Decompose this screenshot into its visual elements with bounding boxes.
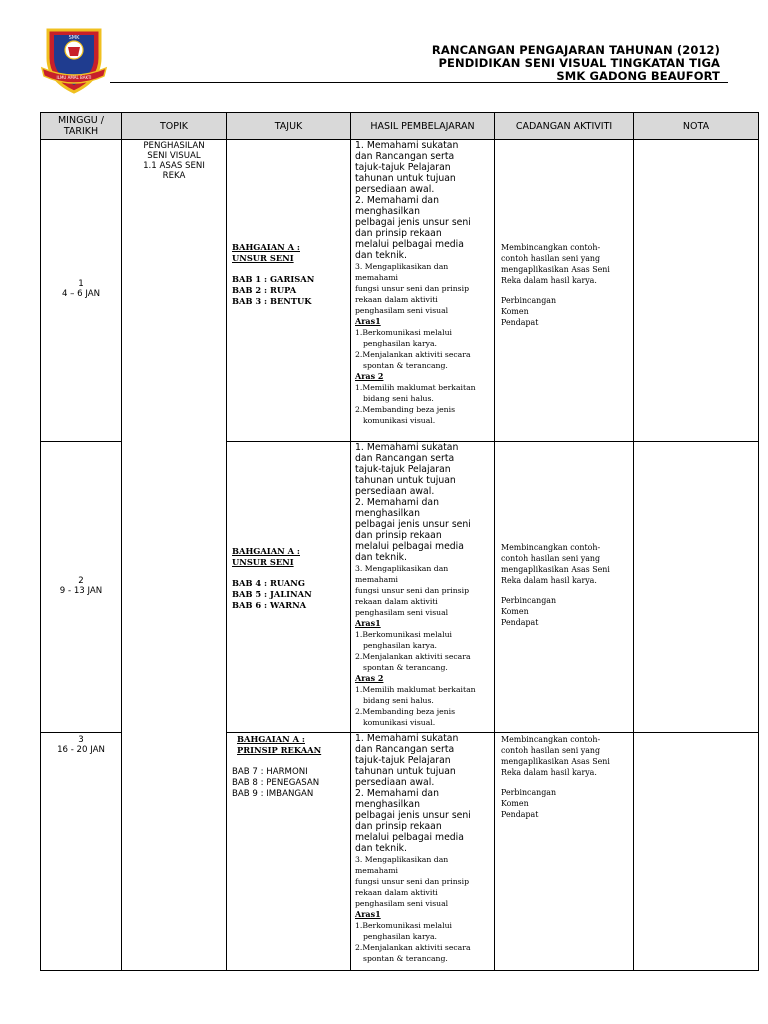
col-header-hasil: HASIL PEMBELAJARAN (351, 113, 495, 140)
hasil-line: 3. Mengaplikasikan dan (355, 855, 449, 864)
hasil-line: tajuk-tajuk Pelajaran (355, 464, 451, 475)
week-date: 4 – 6 JAN (61, 289, 101, 299)
week-number: 1 (78, 279, 84, 289)
hasil-line: penghasilam seni visual (355, 899, 449, 908)
aktiviti-line: Reka dalam hasil karya. (501, 276, 597, 285)
hasil-line: fungsi unsur seni dan prinsip (355, 284, 470, 293)
aktiviti-cell (495, 442, 634, 733)
lesson-plan-table (40, 112, 759, 971)
tajuk-item: BAB 6 : WARNA (232, 600, 307, 610)
hasil-line: 3. Mengaplikasikan dan (355, 262, 449, 271)
hasil-line: komunikasi visual. (363, 718, 436, 727)
hasil-line: memahami (355, 273, 398, 282)
col-header-minggu: MINGGU / TARIKH (41, 113, 122, 140)
aras-label: Aras1 (355, 909, 381, 919)
hasil-line: penghasilan karya. (363, 932, 438, 941)
week-cell (41, 140, 122, 442)
hasil-line: tajuk-tajuk Pelajaran (355, 755, 451, 766)
hasil-line: persediaan awal. (355, 777, 435, 788)
tajuk-cell (227, 733, 351, 971)
hasil-line: fungsi unsur seni dan prinsip (355, 877, 470, 886)
hasil-line: melalui pelbagai media (355, 541, 464, 552)
hasil-line: fungsi unsur seni dan prinsip (355, 586, 470, 595)
hasil-line: dan teknik. (355, 552, 408, 563)
hasil-line: 2.Menjalankan aktiviti secara (355, 652, 471, 661)
aktiviti-cell (495, 733, 634, 971)
hasil-line: tajuk-tajuk Pelajaran (355, 162, 451, 173)
tajuk-item: BAB 3 : BENTUK (232, 296, 312, 306)
aktiviti-line: Membincangkan contoh- (501, 543, 601, 552)
hasil-line: menghasilkan (355, 508, 420, 519)
hasil-line: bidang seni halus. (363, 696, 434, 705)
tajuk-item: BAB 9 : IMBANGAN (232, 789, 314, 799)
hasil-line: 1.Berkomunikasi melalui (355, 328, 452, 337)
aktiviti-line: contoh hasilan seni yang (501, 254, 601, 263)
hasil-line: 3. Mengaplikasikan dan (355, 564, 449, 573)
hasil-line: dan Rancangan serta (355, 744, 455, 755)
hasil-line: 2. Memahami dan (355, 788, 439, 799)
aktiviti-line: Pendapat (501, 318, 539, 327)
aktiviti-line: Reka dalam hasil karya. (501, 576, 597, 585)
hasil-line: komunikasi visual. (363, 416, 436, 425)
nota-cell (634, 140, 759, 442)
hasil-line: 2.Menjalankan aktiviti secara (355, 943, 471, 952)
hasil-line: menghasilkan (355, 799, 420, 810)
topik-line: SENI VISUAL (147, 151, 201, 161)
hasil-line: rekaan dalam aktiviti (355, 888, 438, 897)
hasil-line: melalui pelbagai media (355, 832, 464, 843)
hasil-line: rekaan dalam aktiviti (355, 597, 438, 606)
aktiviti-line: Membincangkan contoh- (501, 735, 601, 744)
hasil-line: melalui pelbagai media (355, 239, 464, 250)
week-cell (41, 733, 122, 971)
aras-label: Aras1 (355, 618, 381, 628)
aras-label: Aras 2 (355, 673, 384, 683)
hasil-line: dan Rancangan serta (355, 453, 455, 464)
document-header (432, 44, 720, 83)
hasil-line: spontan & terancang. (363, 954, 448, 963)
tajuk-cell (227, 442, 351, 733)
tajuk-item: BAB 7 : HARMONI (232, 767, 308, 777)
hasil-line: bidang seni halus. (363, 394, 434, 403)
aras-label: Aras1 (355, 316, 381, 326)
aras-label: Aras 2 (355, 371, 384, 381)
hasil-line: rekaan dalam aktiviti (355, 295, 438, 304)
hasil-line: tahunan untuk tujuan (355, 766, 456, 777)
tajuk-item: BAB 8 : PENEGASAN (232, 778, 320, 788)
aktiviti-line: mengaplikasikan Asas Seni (501, 265, 610, 274)
hasil-line: menghasilkan (355, 206, 420, 217)
aktiviti-line: Pendapat (501, 810, 539, 819)
aktiviti-line: mengaplikasikan Asas Seni (501, 565, 610, 574)
tajuk-item: BAB 5 : JALINAN (232, 589, 312, 599)
hasil-line: 1.Memilih maklumat berkaitan (355, 383, 476, 392)
hasil-line: 2.Membanding beza jenis (355, 405, 456, 414)
hasil-line: dan teknik. (355, 843, 408, 854)
hasil-line: dan teknik. (355, 250, 408, 261)
topik-cell (122, 140, 227, 971)
tajuk-item: BAB 2 : RUPA (232, 285, 297, 295)
hasil-line: memahami (355, 866, 398, 875)
header-line-2: PENDIDIKAN SENI VISUAL TINGKATAN TIGA (438, 56, 720, 70)
hasil-line: dan prinsip rekaan (355, 228, 442, 239)
hasil-line: 1. Memahami sukatan (355, 140, 459, 151)
tajuk-heading: PRINSIP REKAAN (237, 745, 322, 755)
hasil-line: 1. Memahami sukatan (355, 442, 459, 453)
crest-banner-text: ILMU AMAL BAKTI (56, 75, 92, 80)
nota-cell (634, 442, 759, 733)
tajuk-heading: UNSUR SENI (232, 557, 294, 567)
table-row (41, 140, 759, 442)
hasil-line: 1. Memahami sukatan (355, 733, 459, 744)
topik-line: 1.1 ASAS SENI (143, 161, 205, 171)
aktiviti-line: Komen (501, 607, 529, 616)
header-line-1: RANCANGAN PENGAJARAN TAHUNAN (2012) (431, 43, 720, 57)
hasil-line: tahunan untuk tujuan (355, 173, 456, 184)
week-date: 16 - 20 JAN (57, 745, 105, 755)
hasil-line: 1.Memilih maklumat berkaitan (355, 685, 476, 694)
hasil-line: 2. Memahami dan (355, 195, 439, 206)
topik-line: REKA (162, 171, 186, 181)
col-header-nota: NOTA (634, 113, 759, 140)
aktiviti-line: Perbincangan (501, 596, 557, 605)
tajuk-heading: UNSUR SENI (232, 253, 294, 263)
hasil-line: spontan & terancang. (363, 663, 448, 672)
topik-line: PENGHASILAN (143, 141, 205, 151)
aktiviti-line: Komen (501, 307, 529, 316)
hasil-line: dan prinsip rekaan (355, 821, 442, 832)
hasil-cell (351, 442, 495, 733)
tajuk-heading: BAHGAIAN A : (232, 242, 300, 252)
aktiviti-line: Perbincangan (501, 296, 557, 305)
col-header-topik: TOPIK (122, 113, 227, 140)
nota-cell (634, 733, 759, 971)
hasil-line: persediaan awal. (355, 486, 435, 497)
hasil-line: dan Rancangan serta (355, 151, 455, 162)
tajuk-heading: BAHGAIAN A : (232, 546, 300, 556)
week-cell (41, 442, 122, 733)
hasil-line: penghasilan karya. (363, 641, 438, 650)
hasil-line: 2.Membanding beza jenis (355, 707, 456, 716)
header-line-3: SMK GADONG BEAUFORT (556, 69, 720, 83)
aktiviti-cell (495, 140, 634, 442)
hasil-line: pelbagai jenis unsur seni (355, 217, 471, 228)
hasil-line: 1.Berkomunikasi melalui (355, 921, 452, 930)
aktiviti-line: mengaplikasikan Asas Seni (501, 757, 610, 766)
hasil-line: 2.Menjalankan aktiviti secara (355, 350, 471, 359)
week-number: 3 (78, 735, 84, 745)
tajuk-item: BAB 1 : GARISAN (232, 274, 315, 284)
hasil-line: pelbagai jenis unsur seni (355, 519, 471, 530)
aktiviti-line: Komen (501, 799, 529, 808)
hasil-cell (351, 140, 495, 442)
hasil-line: penghasilan karya. (363, 339, 438, 348)
week-date: 9 - 13 JAN (59, 586, 103, 596)
hasil-line: pelbagai jenis unsur seni (355, 810, 471, 821)
week-number: 2 (78, 576, 84, 586)
hasil-line: 1.Berkomunikasi melalui (355, 630, 452, 639)
hasil-line: memahami (355, 575, 398, 584)
aktiviti-line: Perbincangan (501, 788, 557, 797)
school-crest-logo (38, 24, 110, 96)
header-divider (110, 82, 728, 83)
hasil-line: penghasilam seni visual (355, 608, 449, 617)
aktiviti-line: Pendapat (501, 618, 539, 627)
aktiviti-line: contoh hasilan seni yang (501, 554, 601, 563)
hasil-line: spontan & terancang. (363, 361, 448, 370)
col-header-tajuk: TAJUK (227, 113, 351, 140)
aktiviti-line: Membincangkan contoh- (501, 243, 601, 252)
tajuk-item: BAB 4 : RUANG (232, 578, 305, 588)
hasil-line: persediaan awal. (355, 184, 435, 195)
hasil-line: penghasilam seni visual (355, 306, 449, 315)
hasil-line: tahunan untuk tujuan (355, 475, 456, 486)
col-header-aktiviti: CADANGAN AKTIVITI (495, 113, 634, 140)
tajuk-cell (227, 140, 351, 442)
hasil-cell (351, 733, 495, 971)
table-header-row (41, 113, 759, 140)
hasil-line: dan prinsip rekaan (355, 530, 442, 541)
crest-text: SMK (68, 35, 80, 41)
aktiviti-line: contoh hasilan seni yang (501, 746, 601, 755)
hasil-line: 2. Memahami dan (355, 497, 439, 508)
aktiviti-line: Reka dalam hasil karya. (501, 768, 597, 777)
tajuk-heading: BAHGAIAN A : (237, 734, 305, 744)
